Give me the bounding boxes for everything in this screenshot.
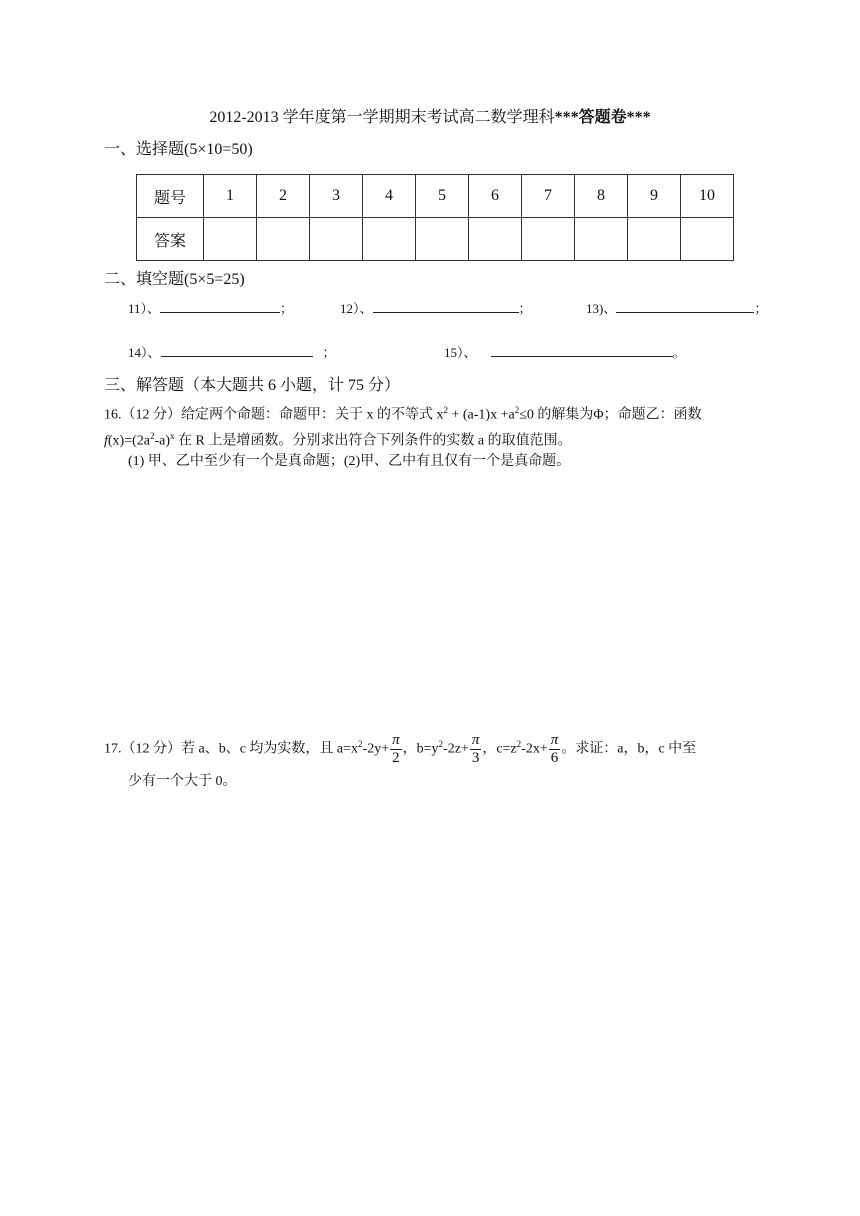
fill-item-12: [340, 298, 532, 317]
q16-line-3: (1) 甲、乙中至少有一个是真命题；(2)甲、乙中有且仅有一个是真命题。: [128, 454, 571, 470]
title-bold-text: ***答题卷***: [554, 109, 651, 126]
fill-blank[interactable]: [373, 300, 519, 313]
page-title: [0, 104, 860, 127]
title-text: 2012-2013 学年度第一学期期末考试高二数学理科: [209, 109, 555, 126]
fill-blank[interactable]: [160, 300, 280, 313]
q17-line-2: 少有一个大于 0。: [128, 773, 237, 789]
q17-line-1: 17.（12 分）若 a、b、c 均为实数，且 $a=x^2-2y+$ $\frac{\pi}{2}$ ，$b=y^2-2z+$ $\frac{\pi}{3}$ ，$c=z^2-2x+$ $\frac{\pi}{6}$ 。求证：a，b，c 中至: [104, 731, 697, 766]
fill-label: 13)、: [586, 301, 617, 316]
answer-cell[interactable]: [257, 218, 310, 261]
fill-end: ；: [322, 345, 336, 360]
answer-cell[interactable]: [416, 218, 469, 261]
fill-item-13: [586, 298, 767, 317]
fill-label: 14）、: [128, 345, 161, 360]
fill-label: 12）、: [340, 301, 373, 316]
fill-blank[interactable]: [491, 344, 673, 357]
fill-end: 。: [672, 345, 686, 360]
question-number: 7: [522, 175, 575, 218]
fill-item-14: [128, 342, 336, 361]
table-row-answers: [137, 218, 734, 261]
answer-cell[interactable]: [681, 218, 734, 261]
answer-table: [136, 174, 734, 261]
table-row-numbers: [137, 175, 734, 218]
answer-cell[interactable]: [522, 218, 575, 261]
question-17: [104, 724, 696, 794]
fill-label: 15）、: [444, 345, 477, 360]
fill-end: ；: [518, 301, 532, 316]
fill-blank[interactable]: [161, 344, 313, 357]
question-number: 8: [575, 175, 628, 218]
question-number: 1: [204, 175, 257, 218]
question-number: 6: [469, 175, 522, 218]
row-header-label: 题号: [137, 175, 204, 218]
q16-line-2: $f(x)=(2a^2-a)^x$ 在 R 上是增函数。分别求出符合下列条件的实数 a 的取值范围。: [104, 430, 572, 449]
section-2-heading: 二、填空题(5×5=25): [104, 271, 245, 288]
answer-cell[interactable]: [204, 218, 257, 261]
section-3-heading: 三、解答题（本大题共 6 小题，计 75 分）: [104, 377, 401, 394]
fill-blank[interactable]: [616, 300, 754, 313]
answer-cell[interactable]: [310, 218, 363, 261]
fill-label: 11）、: [128, 301, 161, 316]
fill-item-15: [444, 342, 686, 361]
question-number: 10: [681, 175, 734, 218]
fraction-pi-over-3: $\frac{\pi}{3}$: [471, 731, 480, 766]
fill-end: ；: [280, 301, 294, 316]
fill-end: ；: [754, 301, 768, 316]
question-number: 9: [628, 175, 681, 218]
question-16: [104, 400, 702, 472]
question-number: 2: [257, 175, 310, 218]
answer-header-label: 答案: [137, 218, 204, 261]
fraction-pi-over-2: $\frac{\pi}{2}$: [392, 731, 400, 766]
answer-cell[interactable]: [575, 218, 628, 261]
answer-cell[interactable]: [628, 218, 681, 261]
fill-item-11: [128, 298, 293, 317]
question-number: 5: [416, 175, 469, 218]
question-number: 3: [310, 175, 363, 218]
q16-line-1: 16.（12 分）给定两个命题：命题甲：关于 x 的不等式 $x^2 + (a-1)x +a^2\le 0$ 的解集为Φ；命题乙：函数: [104, 405, 702, 423]
answer-cell[interactable]: [363, 218, 416, 261]
section-1-heading: 一、选择题(5×10=50): [104, 141, 253, 158]
question-number: 4: [363, 175, 416, 218]
fraction-pi-over-6: $\frac{\pi}{6}$: [550, 731, 559, 766]
answer-cell[interactable]: [469, 218, 522, 261]
